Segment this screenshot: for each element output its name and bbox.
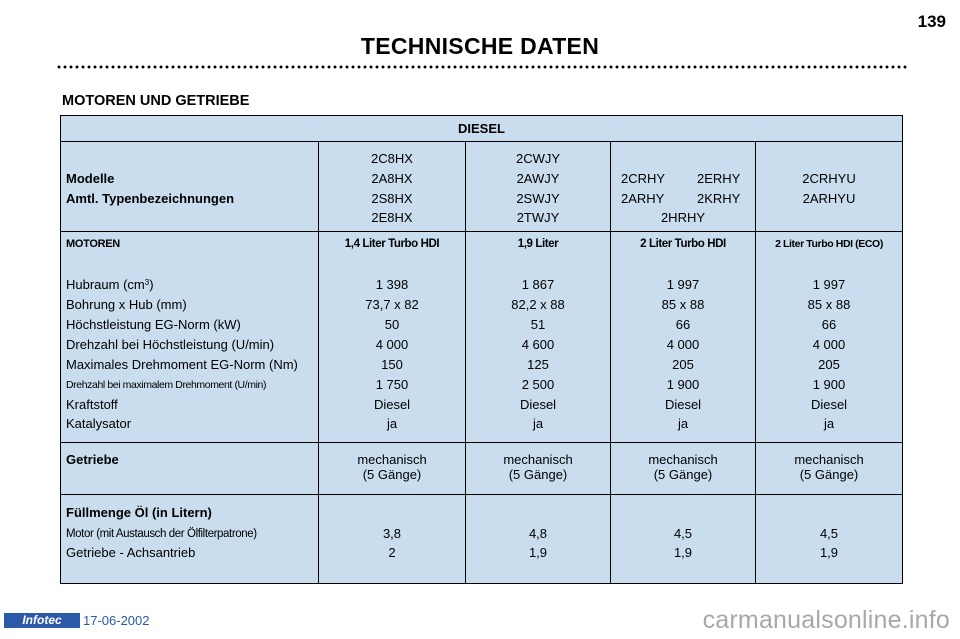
model-code: 2S8HX	[371, 191, 413, 206]
spec-value: Diesel	[810, 397, 848, 412]
spec-value: 1 867	[521, 277, 555, 292]
page-title: TECHNISCHE DATEN	[360, 33, 600, 59]
oil-value: 1,9	[528, 545, 548, 560]
spec-label: Katalysator	[66, 416, 132, 431]
gearbox-type: mechanisch	[794, 452, 864, 467]
oil-row-label: Getriebe - Achsantrieb	[66, 545, 196, 560]
spec-label: Kraftstoff	[66, 397, 118, 412]
gearbox-gears: (5 Gänge)	[508, 467, 568, 482]
oil-value: 4,8	[528, 526, 548, 541]
engine-name: 2 Liter Turbo HDI	[640, 238, 726, 250]
spec-value: 205	[672, 357, 694, 372]
gearbox-gears: (5 Gänge)	[362, 467, 422, 482]
spec-value: 1 997	[812, 277, 846, 292]
spec-value: 82,2 x 88	[511, 297, 565, 312]
model-code: 2HRHY	[660, 210, 706, 225]
oil-capacity-label: Füllmenge Öl (in Litern)	[66, 505, 212, 520]
spec-value: ja	[823, 416, 835, 431]
gearbox-label: Getriebe	[66, 452, 119, 467]
gearbox-type: mechanisch	[357, 452, 427, 467]
oil-value: 1,9	[673, 545, 693, 560]
gearbox-gears: (5 Gänge)	[799, 467, 859, 482]
spec-value: 1 900	[812, 377, 846, 392]
row-divider	[61, 141, 902, 142]
engine-name: 1,4 Liter Turbo HDI	[344, 238, 440, 250]
oil-value: 1,9	[819, 545, 839, 560]
spec-value: 4 000	[666, 337, 700, 352]
engine-name: 2 Liter Turbo HDI (ECO)	[775, 238, 883, 250]
spec-label: Drehzahl bei maximalem Drehmoment (U/min)	[66, 379, 267, 391]
spec-value: 125	[527, 357, 549, 372]
spec-value: 2 500	[521, 377, 555, 392]
spec-value: Diesel	[664, 397, 702, 412]
spec-value: ja	[532, 416, 544, 431]
spec-value: 4 600	[521, 337, 555, 352]
gearbox-gears: (5 Gänge)	[653, 467, 713, 482]
model-code: 2KRHY	[697, 191, 741, 206]
gearbox-type: mechanisch	[648, 452, 718, 467]
model-code: 2AWJY	[516, 171, 560, 186]
model-code: 2SWJY	[516, 191, 560, 206]
model-code: 2CRHY	[621, 171, 666, 186]
spec-value: 4 000	[812, 337, 846, 352]
section-title: MOTOREN UND GETRIEBE	[62, 93, 250, 109]
dotted-rule	[56, 65, 908, 69]
spec-value: 66	[675, 317, 691, 332]
spec-value: 150	[381, 357, 403, 372]
spec-value: 51	[530, 317, 546, 332]
spec-label: Drehzahl bei Höchstleistung (U/min)	[66, 337, 275, 352]
oil-value: 2	[388, 545, 396, 560]
engines-label: MOTOREN	[66, 238, 120, 250]
row-divider	[61, 231, 902, 232]
footer-date: 17-06-2002	[83, 613, 150, 628]
spec-value: 1 997	[666, 277, 700, 292]
model-code: 2ARHY	[621, 191, 665, 206]
type-designations-label: Amtl. Typenbezeichnungen	[66, 191, 235, 206]
watermark: carmanualsonline.info	[702, 606, 950, 634]
spec-value: 85 x 88	[661, 297, 705, 312]
spec-label: Hubraum $(cm^3)$	[66, 277, 154, 292]
gearbox-type: mechanisch	[503, 452, 573, 467]
spec-value: 1 750	[375, 377, 409, 392]
oil-value: 3,8	[382, 526, 402, 541]
model-code: 2CWJY	[515, 151, 561, 166]
spec-value: ja	[677, 416, 689, 431]
infotec-logo: Infotec	[4, 613, 80, 628]
page-number: 139	[917, 12, 946, 31]
oil-row-label: Motor (mit Austausch der Ölfilterpatrone)	[66, 528, 257, 540]
model-code: 2A8HX	[371, 171, 413, 186]
models-label: Modelle	[66, 171, 115, 186]
row-divider	[61, 442, 902, 443]
spec-value: 66	[821, 317, 837, 332]
engine-spec-table	[60, 115, 903, 584]
spec-value: ja	[386, 416, 398, 431]
oil-value: 4,5	[819, 526, 839, 541]
spec-value: Diesel	[519, 397, 557, 412]
spec-value: 4 000	[375, 337, 409, 352]
model-code: 2TWJY	[516, 210, 560, 225]
row-divider	[61, 494, 902, 495]
engine-name: 1,9 Liter	[517, 238, 559, 250]
spec-label: Maximales Drehmoment EG-Norm (Nm)	[66, 357, 298, 372]
spec-value: 50	[384, 317, 400, 332]
spec-value: 85 x 88	[807, 297, 851, 312]
spec-value: 1 398	[375, 277, 409, 292]
spec-label: Höchstleistung EG-Norm (kW)	[66, 317, 241, 332]
model-code: 2E8HX	[371, 210, 413, 225]
fuel-header: DIESEL	[458, 121, 505, 136]
spec-label: Bohrung x Hub (mm)	[66, 297, 187, 312]
model-code: 2ARHYU	[802, 191, 856, 206]
oil-value: 4,5	[673, 526, 693, 541]
spec-value: 1 900	[666, 377, 700, 392]
model-code: 2C8HX	[371, 151, 413, 166]
model-code: 2CRHYU	[802, 171, 856, 186]
spec-value: 205	[818, 357, 840, 372]
model-code: 2ERHY	[697, 171, 741, 186]
spec-value: 73,7 x 82	[365, 297, 419, 312]
spec-value: Diesel	[373, 397, 411, 412]
